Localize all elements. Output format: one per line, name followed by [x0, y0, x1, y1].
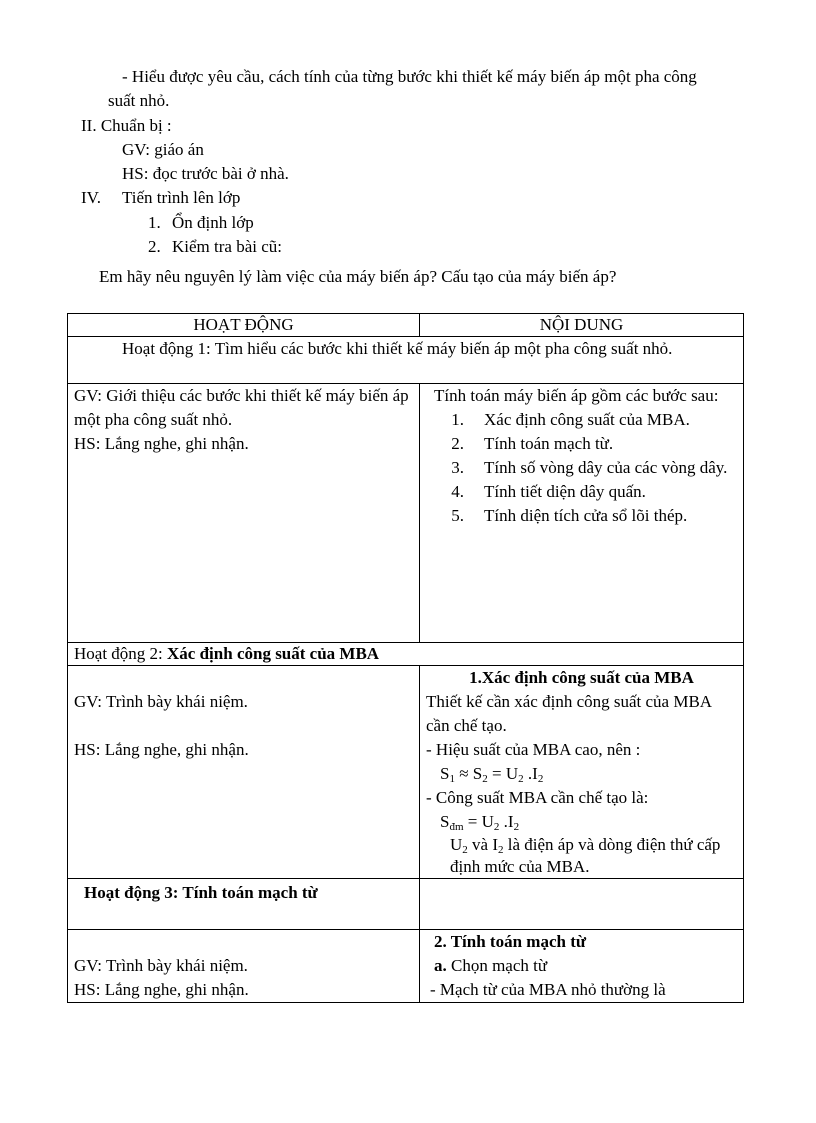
activity-2-content-heading: 1.Xác định công suất của MBA [469, 668, 694, 687]
process-heading: Tiến trình lên lớp [122, 188, 241, 207]
activity-2-content-p3: - Công suất MBA cần chế tạo là: [426, 788, 649, 807]
activity-3-teacher: GV: Trình bày khái niệm. [74, 956, 248, 975]
header-content: NỘI DUNG [420, 314, 744, 337]
activity-1-teacher: GV: Giới thiệu các bước khi thiết kế máy biến áp một pha công suất nhỏ. [74, 386, 409, 429]
activity-1-left-cell [68, 384, 420, 643]
activity-2-right-cell [420, 666, 744, 879]
list-item: 4. Tính tiết diện dây quấn. [451, 482, 646, 501]
list-item: 3. Tính số vòng dây của các vòng dây. [451, 458, 728, 477]
activity-1-right-cell [420, 384, 744, 643]
activity-2-content-p2: - Hiệu suất của MBA cao, nên : [426, 740, 641, 759]
process-number: IV. [81, 188, 101, 207]
list-item: 5. Tính diện tích cửa sổ lõi thép. [451, 506, 688, 525]
activity-3-content-p1: - Mạch từ của MBA nhỏ thường là [430, 980, 666, 999]
preparation-heading: II. Chuẩn bị : [81, 116, 172, 135]
activity-2-row [68, 666, 744, 879]
activity-3-title-row [68, 879, 744, 930]
activity-3-subheading: a. Chọn mạch từ [434, 956, 548, 975]
formula-definition: $U_2$ và $I_2$ là điện áp và dòng điện thứ cấp định mức của MBA. [450, 835, 721, 876]
activity-2-teacher: GV: Trình bày khái niệm. [74, 692, 248, 711]
activity-3-right-cell [420, 930, 744, 1003]
table-header-row [68, 314, 744, 337]
activity-1-row [68, 384, 744, 643]
activity-2-title-row [68, 643, 744, 666]
design-steps-list [426, 408, 737, 528]
activity-2-left-cell [68, 666, 420, 879]
activity-1-title-row [68, 337, 744, 384]
list-item: 1. Xác định công suất của MBA. [451, 410, 690, 429]
activity-2-student: HS: Lắng nghe, ghi nhận. [74, 740, 249, 759]
step-2-number: 2. [148, 237, 161, 256]
activity-2-content-p1: Thiết kế cần xác định công suất của MBA cần chế tạo. [426, 692, 712, 735]
activity-1-student: HS: Lắng nghe, ghi nhận. [74, 434, 249, 453]
step-2-text: Kiểm tra bài cũ: [172, 237, 282, 256]
formula-power-relation: $S_1 \approx S_2 = U_2$ $.I_2$ [440, 764, 544, 785]
activity-1-content-intro: Tính toán máy biến áp gồm các bước sau: [434, 386, 719, 405]
activity-3-row [68, 930, 744, 1003]
activity-3-left-cell [68, 930, 420, 1003]
activity-3-student: HS: Lắng nghe, ghi nhận. [74, 980, 249, 999]
objective-line-1: - Hiểu được yêu cầu, cách tính của từng bước khi thiết kế máy biến áp một pha công [122, 67, 697, 86]
preparation-student: HS: đọc trước bài ở nhà. [122, 164, 289, 183]
list-item: 2. Tính toán mạch từ. [451, 434, 614, 453]
objective-line-2: suất nhỏ. [108, 91, 170, 110]
activity-3-empty-cell [420, 879, 744, 930]
step-1-text: Ổn định lớp [172, 213, 254, 232]
activity-2-title: Hoạt động 2: Xác định công suất của MBA [68, 643, 744, 666]
activity-3-title: Hoạt động 3: Tính toán mạch từ [68, 879, 420, 930]
formula-rated-power: $S_{đm} = U_2$ $.I_2$ [440, 812, 520, 833]
activity-3-content-heading: 2. Tính toán mạch từ [434, 932, 587, 951]
review-question: Em hãy nêu nguyên lý làm việc của máy biến áp? Cấu tạo của máy biến áp? [99, 267, 617, 286]
preparation-teacher: GV: giáo án [122, 140, 204, 159]
header-activity: HOẠT ĐỘNG [68, 314, 420, 337]
lesson-activity-table [67, 313, 744, 1003]
activity-1-title: Hoạt động 1: Tìm hiểu các bước khi thiết kế máy biến áp một pha công suất nhỏ. [68, 337, 744, 384]
step-1-number: 1. [148, 213, 161, 232]
